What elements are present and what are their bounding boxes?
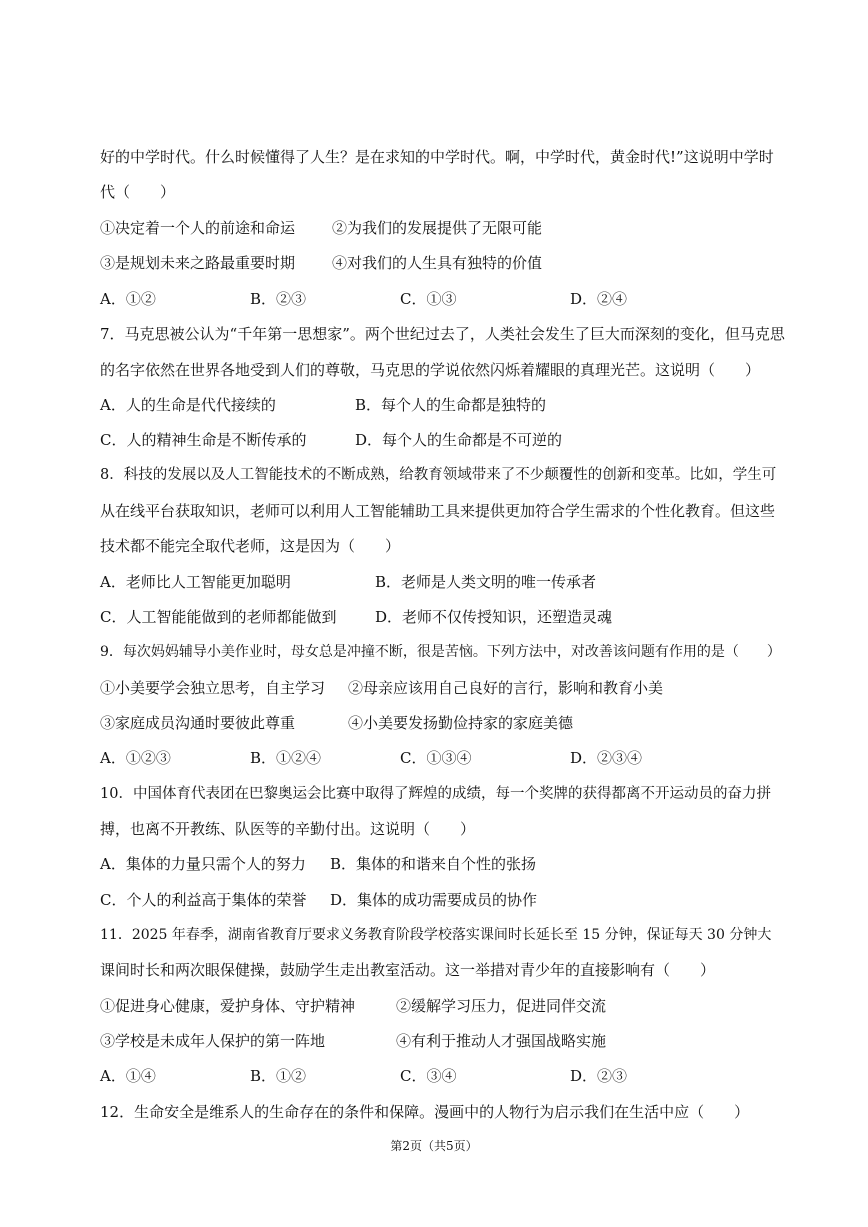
q7-stem-line2: 的名字依然在世界各地受到人们的尊敬，马克思的学说依然闪烁着耀眼的真理光芒。这说明（ ） <box>100 361 761 379</box>
q9-option-a: A．①②③ <box>100 749 171 767</box>
q6-option-b: B．②③ <box>250 290 307 308</box>
q10-option-c: C．个人的利益高于集体的荣誉 <box>100 891 307 909</box>
q10-option-a: A．集体的力量只需个人的努力 <box>100 855 306 873</box>
q11-stem-line2: 课间时长和两次眼保健操，鼓励学生走出教室活动。这一举措对青少年的直接影响有（ ） <box>100 961 716 979</box>
q10-stem-line2: 搏，也离不开教练、队医等的辛勤付出。这说明（ ） <box>100 820 476 838</box>
q7-option-c: C．人的精神生命是不断传承的 <box>100 431 307 449</box>
q10-stem-line1: 10．中国体育代表团在巴黎奥运会比赛中取得了辉煌的成绩，每一个奖牌的获得都离不开运动员的奋力拼 <box>100 786 771 802</box>
q8-stem-line2: 从在线平台获取知识，老师可以利用人工智能辅助工具来提供更加符合学生需求的个性化教育。但这些 <box>100 502 776 520</box>
q11-statement-1: ①促进身心健康，爱护身体、守护精神 <box>100 997 356 1015</box>
q8-option-b: B．老师是人类文明的唯一传承者 <box>375 573 597 591</box>
q11-option-b: B．①② <box>250 1067 307 1085</box>
q9-option-d: D．②③④ <box>570 749 643 767</box>
q8-stem-line1: 8．科技的发展以及人工智能技术的不断成熟，给教育领域带来了不少颠覆性的创新和变革。比如，学生可 <box>100 467 777 483</box>
q6-option-d: D．②④ <box>570 290 628 308</box>
q6-option-c: C．①③ <box>400 290 457 308</box>
q9-statement-1: ①小美要学会独立思考，自主学习 <box>100 679 326 697</box>
q9-stem-line1: 9．每次妈妈辅导小美作业时，母女总是冲撞不断，很是苦恼。下列方法中，对改善该问题有作用的是（ ） <box>100 644 781 660</box>
q6-stem-line2: 代（ ） <box>100 183 176 201</box>
q6-stem-line1: 好的中学时代。什么时候懂得了人生？是在求知的中学时代。啊，中学时代，黄金时代!”这说明中学时 <box>100 148 774 166</box>
q6-statement-4: ④对我们的人生具有独特的价值 <box>332 254 543 272</box>
q9-statement-2: ②母亲应该用自己良好的言行，影响和教育小美 <box>348 679 664 697</box>
q7-stem-line1: 7．马克思被公认为“千年第一思想家”。两个世纪过去了，人类社会发生了巨大而深刻的变化，但马克思 <box>100 325 785 343</box>
q7-option-a: A．人的生命是代代接续的 <box>100 396 276 414</box>
q7-option-b: B．每个人的生命都是独特的 <box>355 396 547 414</box>
q8-option-c: C．人工智能能做到的老师都能做到 <box>100 608 337 626</box>
q8-option-d: D．老师不仅传授知识，还塑造灵魂 <box>375 608 613 626</box>
q7-option-d: D．每个人的生命都是不可逆的 <box>355 431 563 449</box>
q10-option-b: B．集体的和谐来自个性的张扬 <box>330 855 537 873</box>
q9-statement-4: ④小美要发扬勤俭持家的家庭美德 <box>348 714 574 732</box>
page-footer: 第2页（共5页） <box>390 1139 478 1153</box>
q11-statement-2: ②缓解学习压力，促进同伴交流 <box>396 997 607 1015</box>
q9-option-c: C．①③④ <box>400 749 472 767</box>
q11-statement-3: ③学校是未成年人保护的第一阵地 <box>100 1032 326 1050</box>
q9-option-b: B．①②④ <box>250 749 322 767</box>
q6-option-a: A．①② <box>100 290 156 308</box>
q11-stem-line1: 11．2025 年春季，湖南省教育厅要求义务教育阶段学校落实课间时长延长至 15 分钟，保证每天 30 分钟大 <box>100 927 772 943</box>
q8-option-a: A．老师比人工智能更加聪明 <box>100 573 291 591</box>
q11-option-d: D．②③ <box>570 1067 628 1085</box>
q6-statement-2: ②为我们的发展提供了无限可能 <box>332 219 543 237</box>
q11-statement-4: ④有利于推动人才强国战略实施 <box>396 1032 607 1050</box>
q6-statement-3: ③是规划未来之路最重要时期 <box>100 254 296 272</box>
q10-option-d: D．集体的成功需要成员的协作 <box>330 891 538 909</box>
q9-statement-3: ③家庭成员沟通时要彼此尊重 <box>100 714 296 732</box>
q6-statement-1: ①决定着一个人的前途和命运 <box>100 219 296 237</box>
q12-stem-line1: 12．生命安全是维系人的生命存在的条件和保障。漫画中的人物行为启示我们在生活中应（ ） <box>100 1103 750 1121</box>
q8-stem-line3: 技术都不能完全取代老师，这是因为（ ） <box>100 537 401 555</box>
q11-option-c: C．③④ <box>400 1067 457 1085</box>
q11-option-a: A．①④ <box>100 1067 156 1085</box>
